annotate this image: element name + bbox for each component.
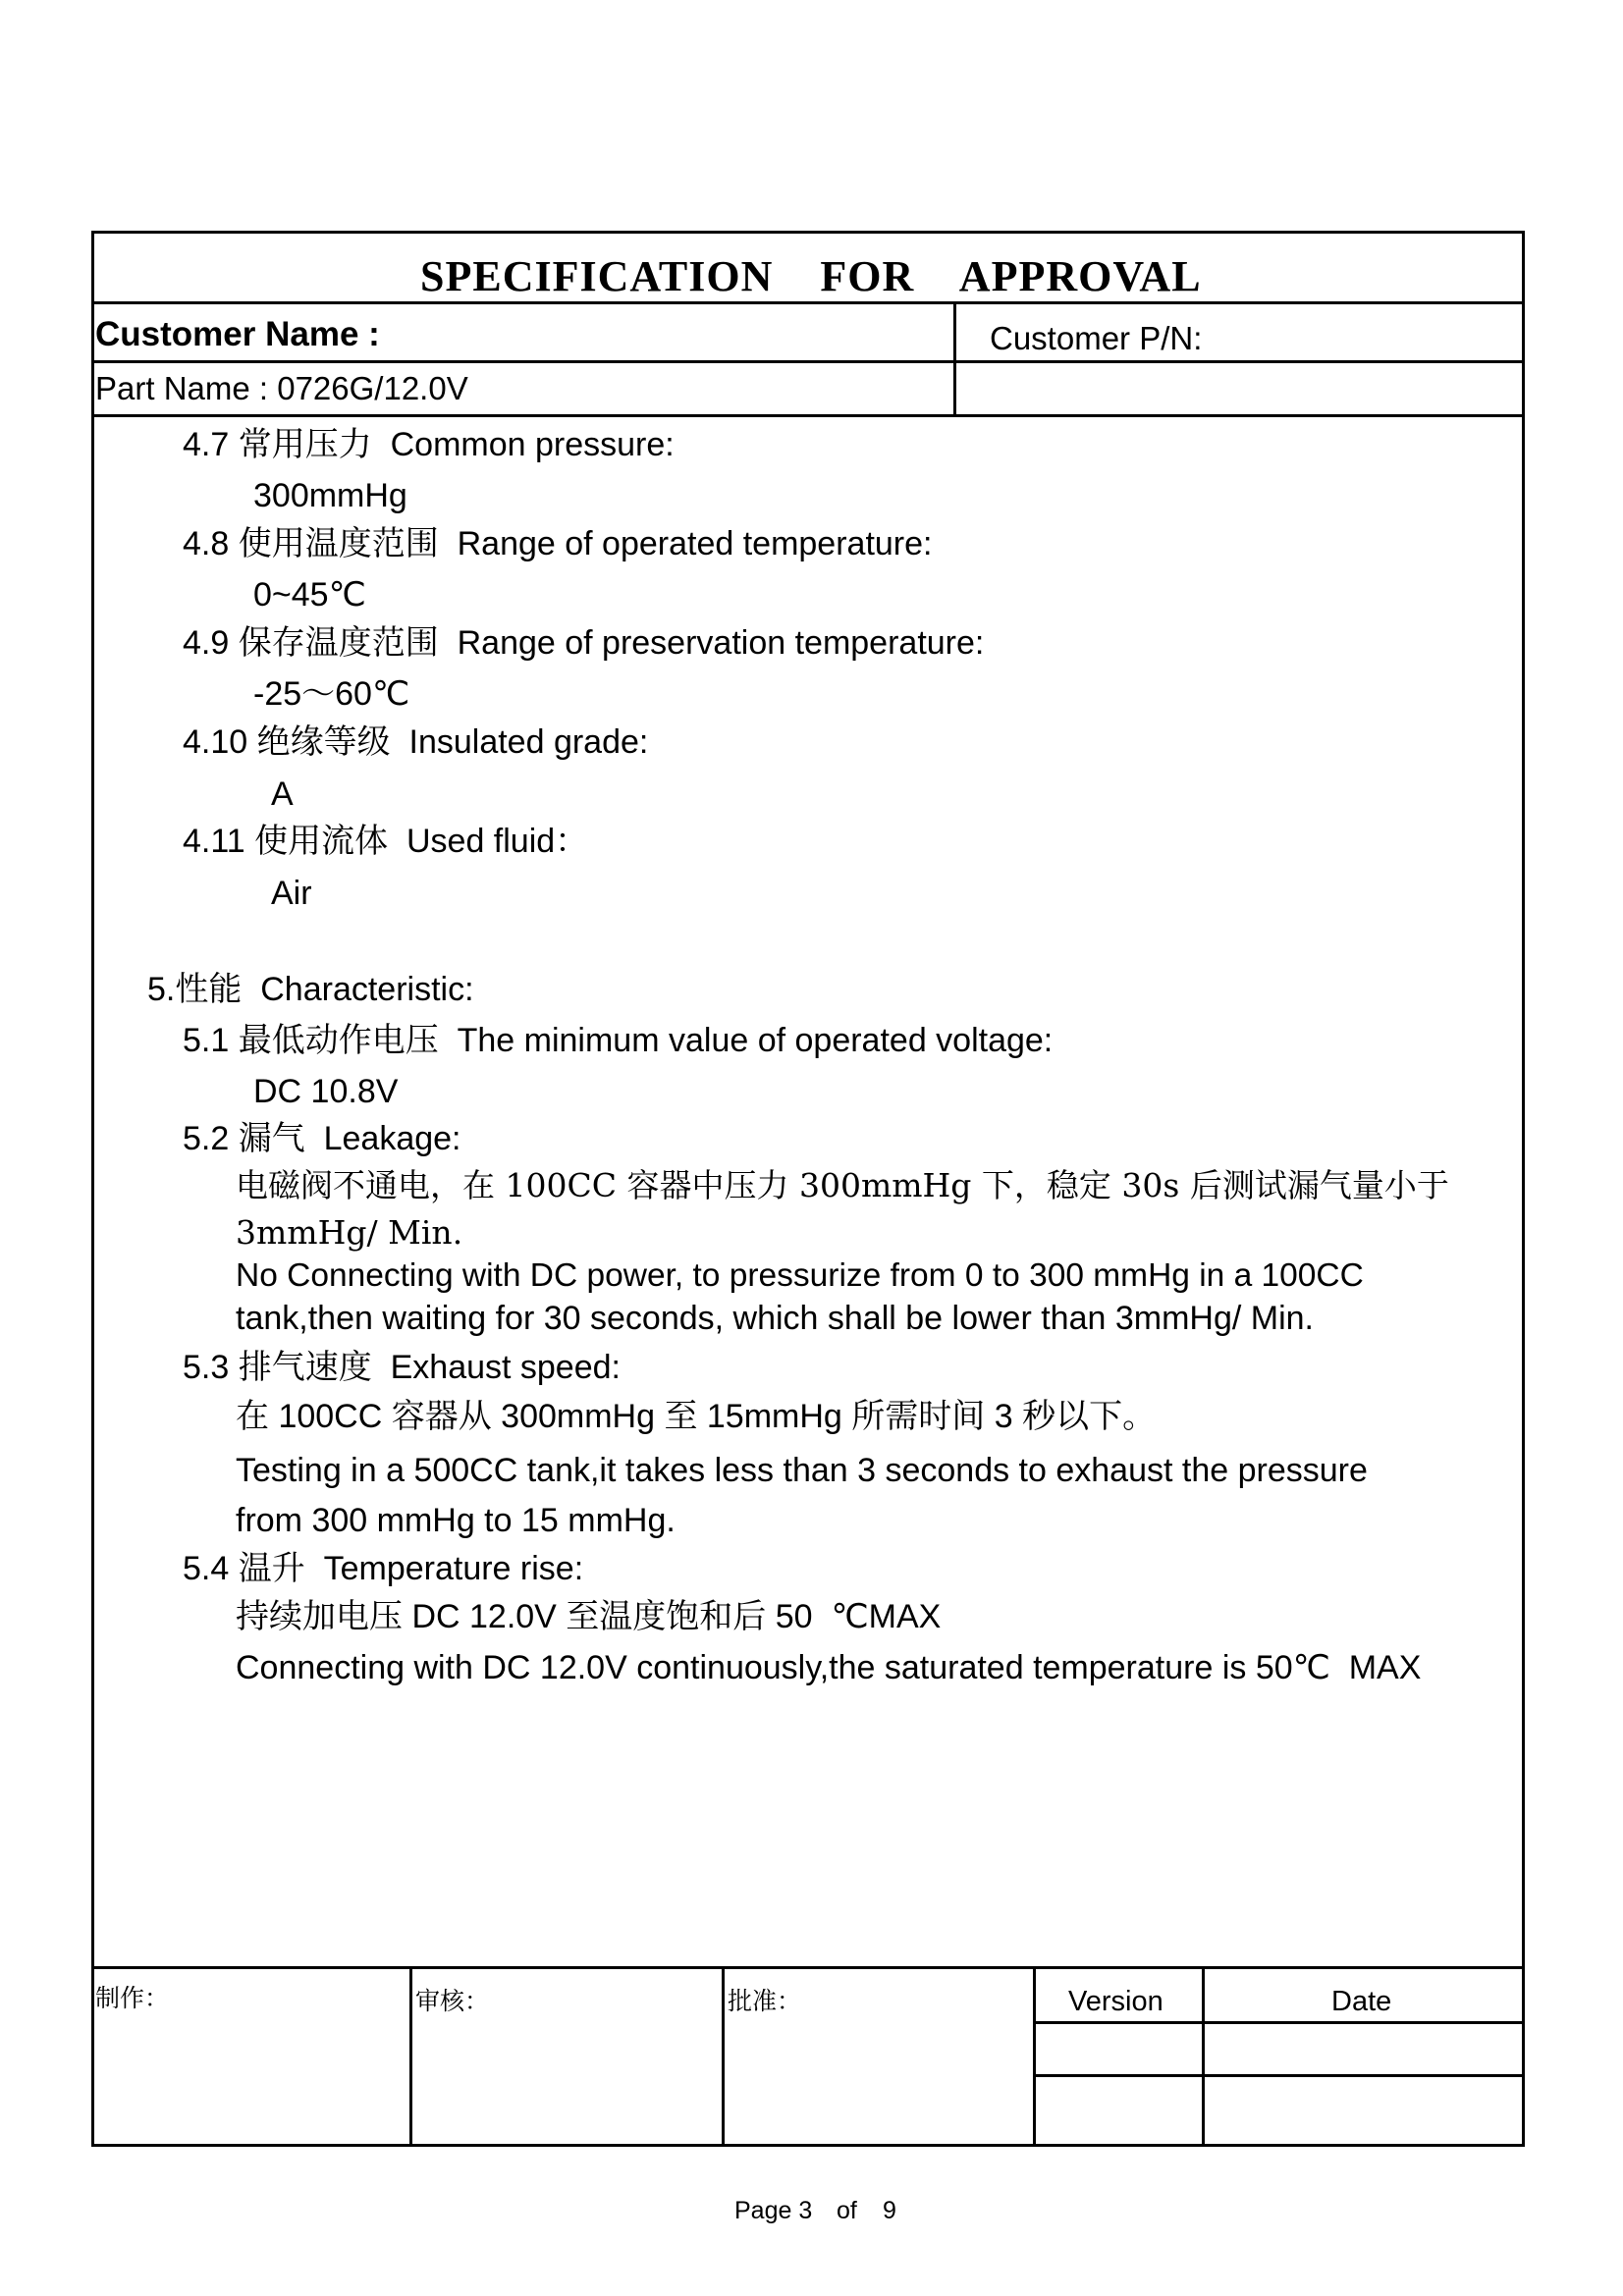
page-number-label: Page 3	[734, 2197, 813, 2224]
footer-col-divider-1	[409, 1966, 412, 2147]
section-5-3-cn: 在 100CC 容器从 300mmHg 至 15mmHg 所需时间 3 秒以下。	[236, 1398, 1157, 1435]
customer-pn-label: Customer P/N:	[990, 320, 1203, 356]
approved-by-label: 批准：	[728, 1987, 802, 2015]
date-label: Date	[1331, 1986, 1392, 2017]
title-divider	[91, 301, 1525, 304]
page-of-label: of	[837, 2197, 857, 2224]
section-5-3-en-line2: from 300 mmHg to 15 mmHg.	[236, 1502, 676, 1539]
customer-name-label: Customer Name :	[95, 315, 380, 353]
section-4-10-heading: 4.10 绝缘等级 Insulated grade:	[183, 723, 649, 761]
section-4-7-value: 300mmHg	[253, 477, 407, 514]
section-5-2-heading: 5.2 漏气 Leakage:	[183, 1120, 461, 1157]
footer-col-divider-2	[722, 1966, 725, 2147]
version-label: Version	[1068, 1986, 1163, 2017]
section-4-8-value: 0~45℃	[253, 576, 366, 614]
section-4-11-value: Air	[271, 875, 312, 912]
page-total: 9	[883, 2197, 896, 2224]
section-5-2-en-line1: No Connecting with DC power, to pressurize from 0 to 300 mmHg in a 100CC	[236, 1257, 1364, 1294]
section-5-heading: 5.性能 Characteristic:	[147, 971, 474, 1008]
section-4-9-heading: 4.9 保存温度范围 Range of preservation temperature:	[183, 624, 985, 662]
footer-top-divider	[91, 1966, 1525, 1969]
section-5-4-cn: 持续加电压 DC 12.0V 至温度饱和后 50 ℃MAX	[236, 1598, 942, 1635]
document-title: SPECIFICATION FOR APPROVAL	[420, 252, 1202, 300]
section-5-1-heading: 5.1 最低动作电压 The minimum value of operated voltage:	[183, 1022, 1054, 1059]
section-4-9-value: -25～60℃	[253, 675, 410, 713]
section-4-7-heading: 4.7 常用压力 Common pressure:	[183, 426, 675, 463]
section-5-2-cn-line2: 3mmHg/ Min.	[236, 1213, 463, 1252]
customer-divider	[91, 360, 1525, 363]
footer-col-divider-4	[1202, 1966, 1205, 2147]
footer-row-divider-1	[1033, 2021, 1525, 2024]
part-name: Part Name : 0726G/12.0V	[95, 370, 468, 406]
header-column-divider	[953, 301, 956, 417]
section-5-4-heading: 5.4 温升 Temperature rise:	[183, 1550, 584, 1587]
footer-row-divider-2	[1033, 2074, 1525, 2077]
section-5-4-en: Connecting with DC 12.0V continuously,the saturated temperature is 50℃ MAX	[236, 1649, 1422, 1686]
section-4-8-heading: 4.8 使用温度范围 Range of operated temperature:	[183, 525, 933, 562]
part-divider	[91, 414, 1525, 417]
section-4-11-heading: 4.11 使用流体 Used fluid：	[183, 823, 589, 860]
section-5-1-value: DC 10.8V	[253, 1073, 399, 1110]
section-5-3-heading: 5.3 排气速度 Exhaust speed:	[183, 1349, 621, 1386]
section-5-2-en-line2: tank,then waiting for 30 seconds, which shall be lower than 3mmHg/ Min.	[236, 1300, 1314, 1337]
footer-col-divider-3	[1033, 1966, 1036, 2147]
section-4-10-value: A	[271, 775, 294, 813]
reviewed-by-label: 审核：	[415, 1987, 490, 2015]
section-5-3-en-line1: Testing in a 500CC tank,it takes less than 3 seconds to exhaust the pressure	[236, 1452, 1368, 1489]
section-5-2-cn-line1: 电磁阀不通电，在 100CC 容器中压力 300mmHg 下，稳定 30s 后测试漏气量小于	[236, 1166, 1449, 1204]
made-by-label: 制作：	[95, 1984, 170, 2012]
